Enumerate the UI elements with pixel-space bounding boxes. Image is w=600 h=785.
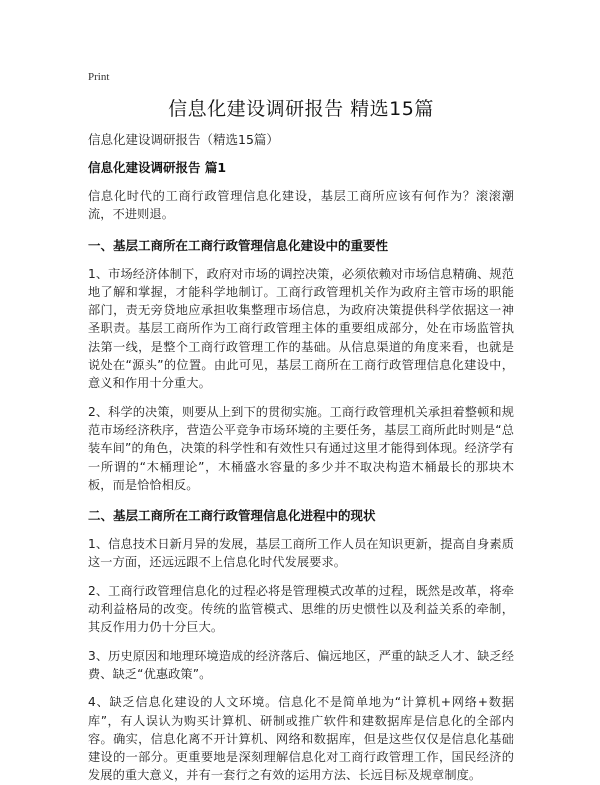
document-page xyxy=(88,70,514,785)
section-heading-2: 二、基层工商所在工商行政管理信息化进程中的现状 xyxy=(88,508,376,524)
paragraph: 3、历史原因和地理环境造成的经济落后、偏远地区，严重的缺乏人才、缺乏经费、缺乏“优惠政策”。 xyxy=(88,648,514,681)
page-title: 信息化建设调研报告 精选15篇 xyxy=(168,98,434,120)
paragraph: 1、市场经济体制下，政府对市场的调控决策，必须依赖对市场信息精确、规范地了解和掌握，才能科学地制订。工商行政管理机关作为政府主管市场的职能部门，责无旁贷地应承担收集整理市场信息，为政府决策提供科学依据这一神圣职责。基层工商所作为工商行政管理主体的重要组成部分，处在市场监管执法第一线，是整个工商行政管理工作的基础。从信息渠道的角度来看，也就是说处在“源头”的位置。由此可见，基层工商所在工商行政管理信息化建设中，意义和作用十分重大。 xyxy=(88,266,514,391)
section-heading-1: 一、基层工商所在工商行政管理信息化建设中的重要性 xyxy=(88,237,389,253)
paragraph: 4、缺乏信息化建设的人文环境。信息化不是简单地为“计算机+网络+数据库”，有人误认为购买计算机、研制或推广软件和建数据库是信息化的全部内容。确实，信息化离不开计算机、网络和数据库，但是这些仅仅是信息化基础建设的一部分。更重要地是深刻理解信息化对工商行政管理工作，国民经济的发展的重大意义，并有一套行之有效的运用方法、长远目标及规章制度。 xyxy=(88,695,514,783)
print-label[interactable]: Print xyxy=(88,71,110,83)
paragraph: 2、工商行政管理信息化的过程必将是管理模式改革的过程，既然是改革，将牵动利益格局的改变。传统的监管模式、思维的历史惯性以及利益关系的牵制，其反作用力仍十分巨大。 xyxy=(88,583,514,635)
article-heading: 信息化建设调研报告 篇1 xyxy=(88,160,227,175)
paragraph: 1、信息技术日新月异的发展，基层工商所工作人员在知识更新，提高自身素质这一方面，还远远跟不上信息化时代发展要求。 xyxy=(88,537,514,570)
paragraph: 2、科学的决策，则要从上到下的贯彻实施。工商行政管理机关承担着整顿和规范市场经济秩序，营造公平竞争市场环境的主要任务，基层工商所此时则是“总装车间”的角色，决策的科学性和有效性只有通过这里才能得到体现。经济学有一所谓的“木桶理论”，木桶盛水容量的多少并不取决构造木桶最长的那块木板，而是恰恰相反。 xyxy=(88,404,514,492)
document-subtitle: 信息化建设调研报告（精选15篇） xyxy=(88,132,279,147)
intro-paragraph: 信息化时代的工商行政管理信息化建设，基层工商所应该有何作为？滚滚潮流，不进则退。 xyxy=(88,189,514,222)
